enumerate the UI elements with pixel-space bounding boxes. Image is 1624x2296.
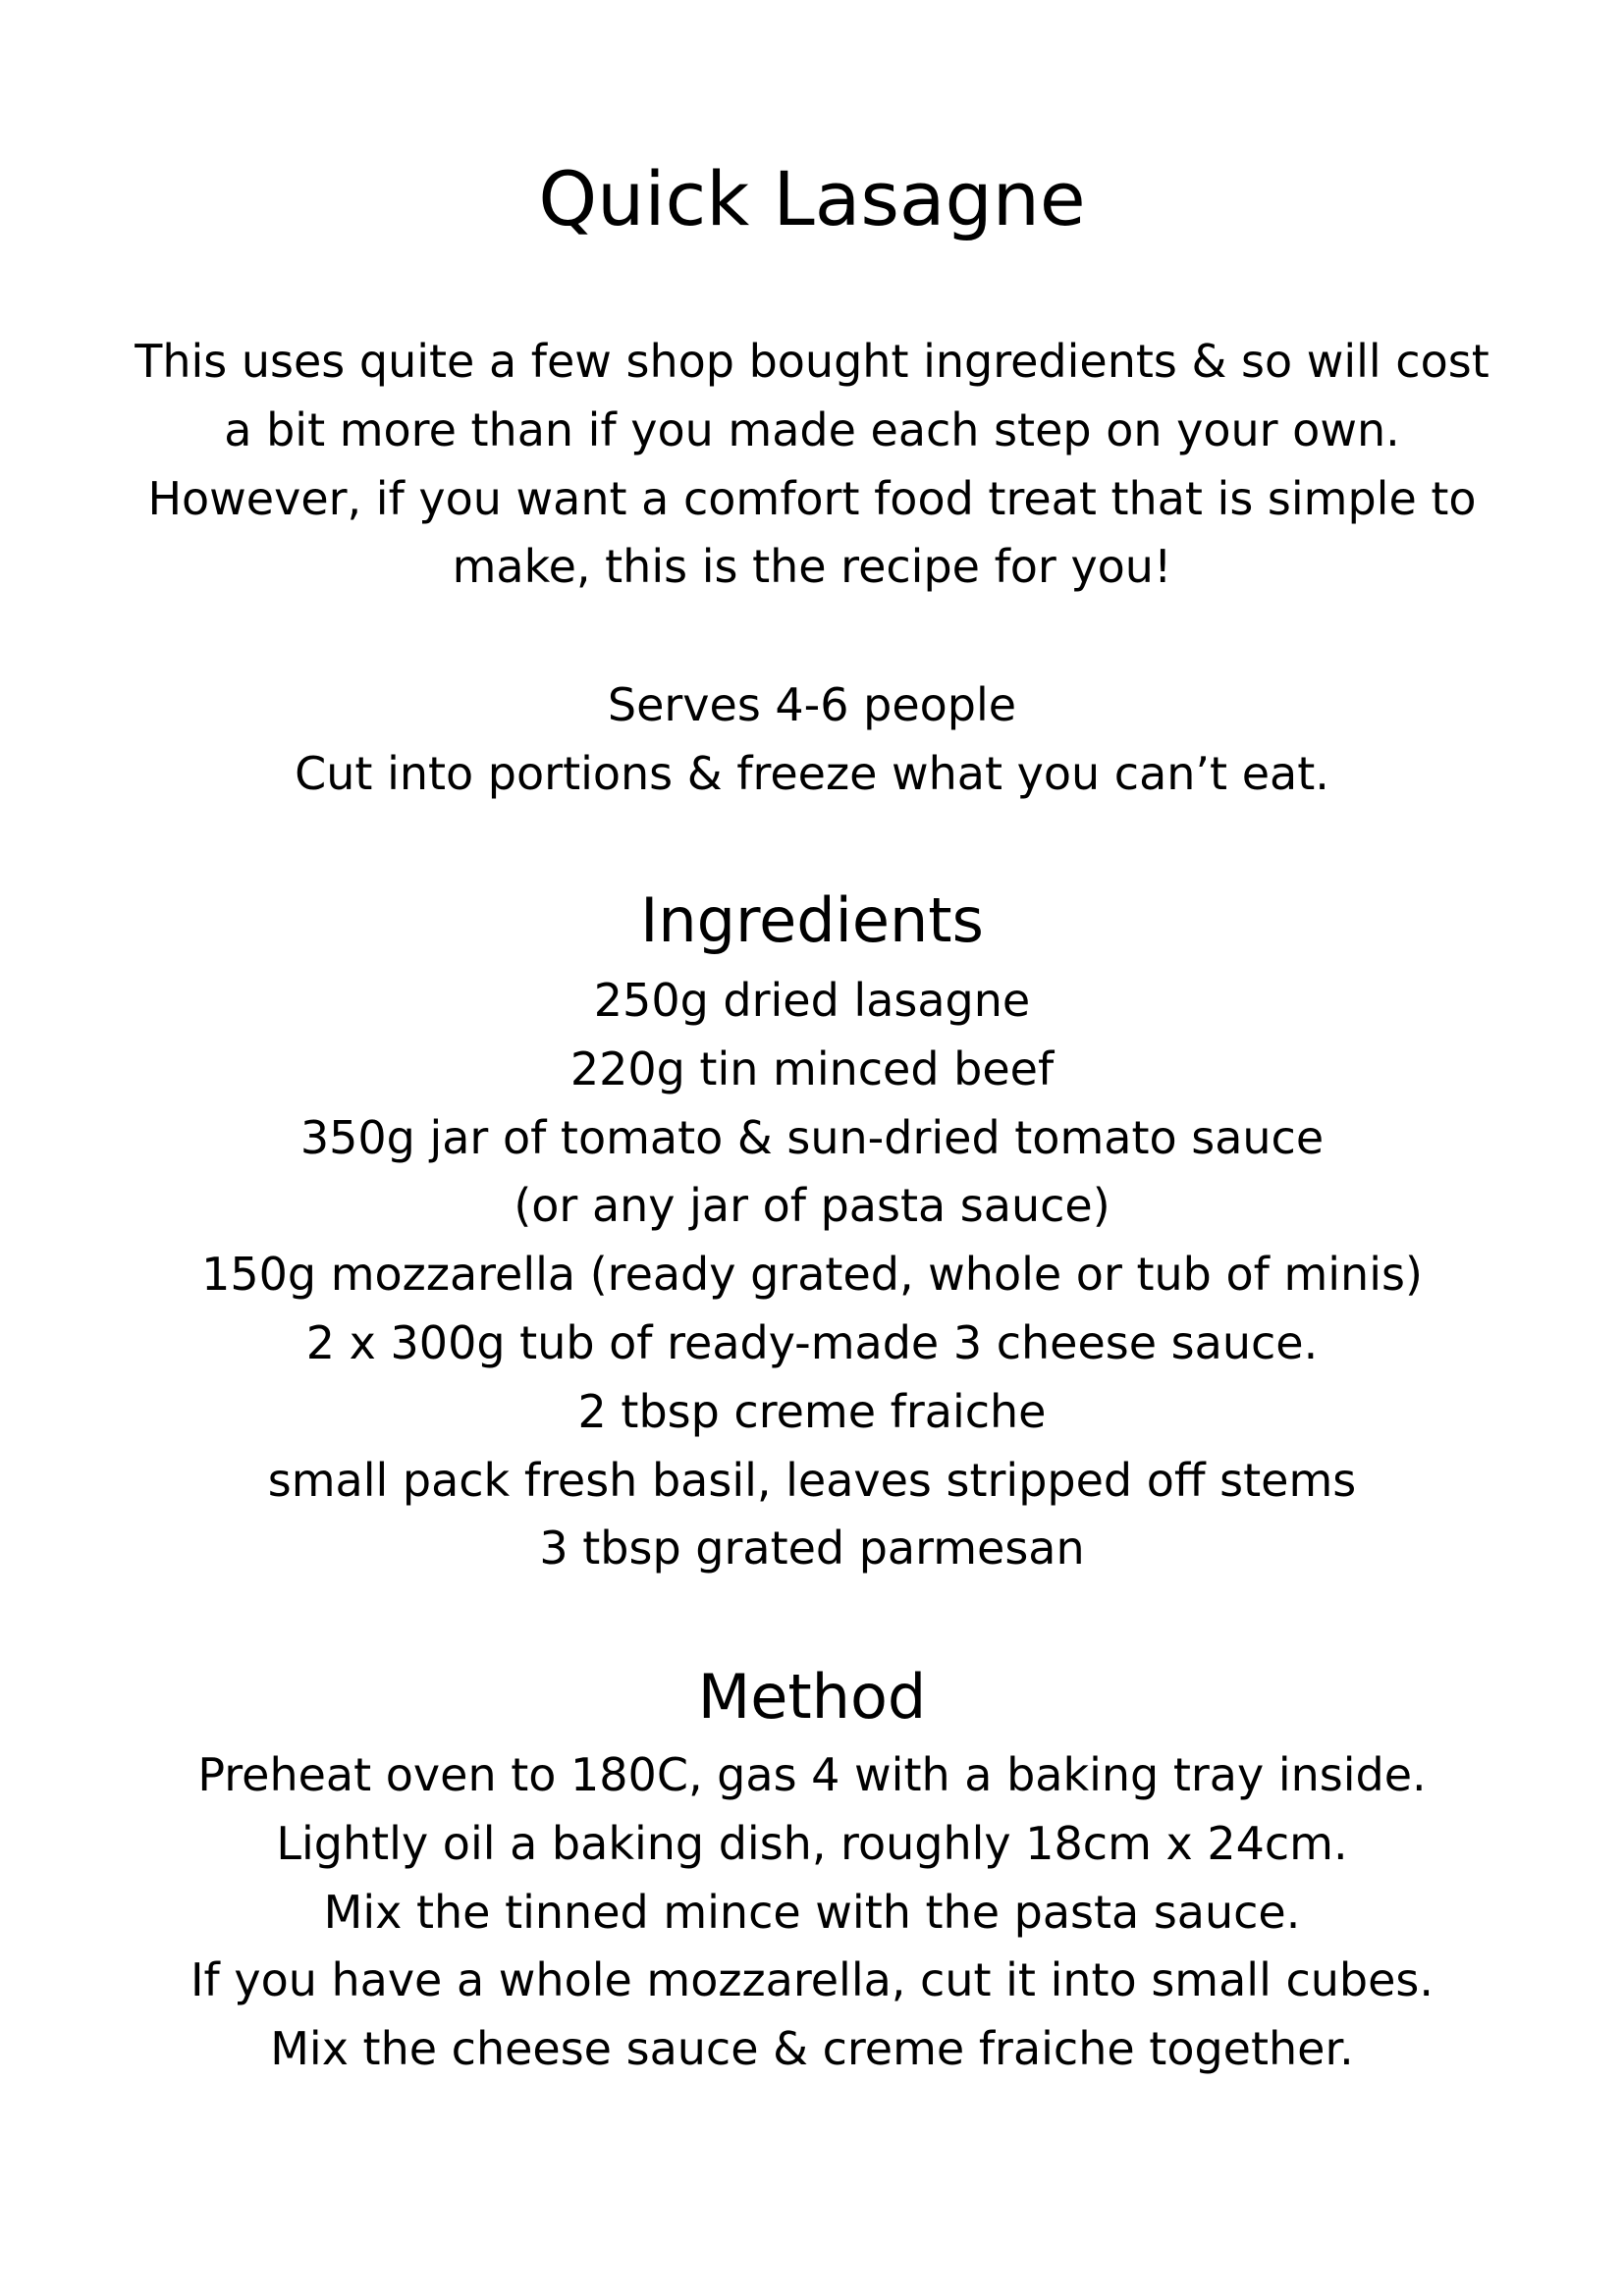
method-heading: Method bbox=[697, 1661, 927, 1733]
freeze-note: Cut into portions & freeze what you can’t eat. bbox=[295, 746, 1329, 800]
serves-info bbox=[0, 671, 1624, 809]
ingredient-item: 250g dried lasagne bbox=[593, 974, 1031, 1027]
method-steps bbox=[0, 1741, 1624, 2084]
ingredient-item: small pack fresh basil, leaves stripped off stems bbox=[267, 1453, 1357, 1507]
ingredients-heading: Ingredients bbox=[640, 884, 984, 956]
intro-line: a bit more than if you made each step on your own. bbox=[224, 402, 1400, 456]
method-step: Preheat oven to 180C, gas 4 with a baking tray inside. bbox=[197, 1748, 1427, 1801]
intro-line: However, if you want a comfort food treat that is simple to bbox=[147, 471, 1477, 525]
intro-line: This uses quite a few shop bought ingredients & so will cost bbox=[135, 335, 1489, 388]
recipe-title: Quick Lasagne bbox=[538, 155, 1086, 242]
ingredient-item: 350g jar of tomato & sun-dried tomato sauce bbox=[299, 1110, 1325, 1164]
intro-line: make, this is the recipe for you! bbox=[452, 540, 1172, 594]
ingredient-item: 2 tbsp creme fraiche bbox=[577, 1384, 1047, 1438]
ingredient-item: 2 x 300g tub of ready-made 3 cheese sauce. bbox=[305, 1315, 1319, 1369]
ingredients-list bbox=[0, 967, 1624, 1583]
method-step: Mix the cheese sauce & creme fraiche together. bbox=[270, 2022, 1354, 2076]
method-step: If you have a whole mozzarella, cut it into small cubes. bbox=[189, 1953, 1435, 2007]
ingredient-item: (or any jar of pasta sauce) bbox=[514, 1179, 1110, 1233]
intro-paragraph bbox=[0, 328, 1624, 602]
method-step: Mix the tinned mince with the pasta sauce. bbox=[323, 1885, 1301, 1939]
ingredient-item: 3 tbsp grated parmesan bbox=[539, 1522, 1085, 1575]
method-step: Lightly oil a baking dish, roughly 18cm x 24cm. bbox=[276, 1816, 1348, 1870]
ingredient-item: 220g tin minced beef bbox=[569, 1041, 1055, 1095]
serves-line: Serves 4-6 people bbox=[607, 678, 1017, 731]
ingredient-item: 150g mozzarella (ready grated, whole or tub of minis) bbox=[201, 1248, 1423, 1302]
